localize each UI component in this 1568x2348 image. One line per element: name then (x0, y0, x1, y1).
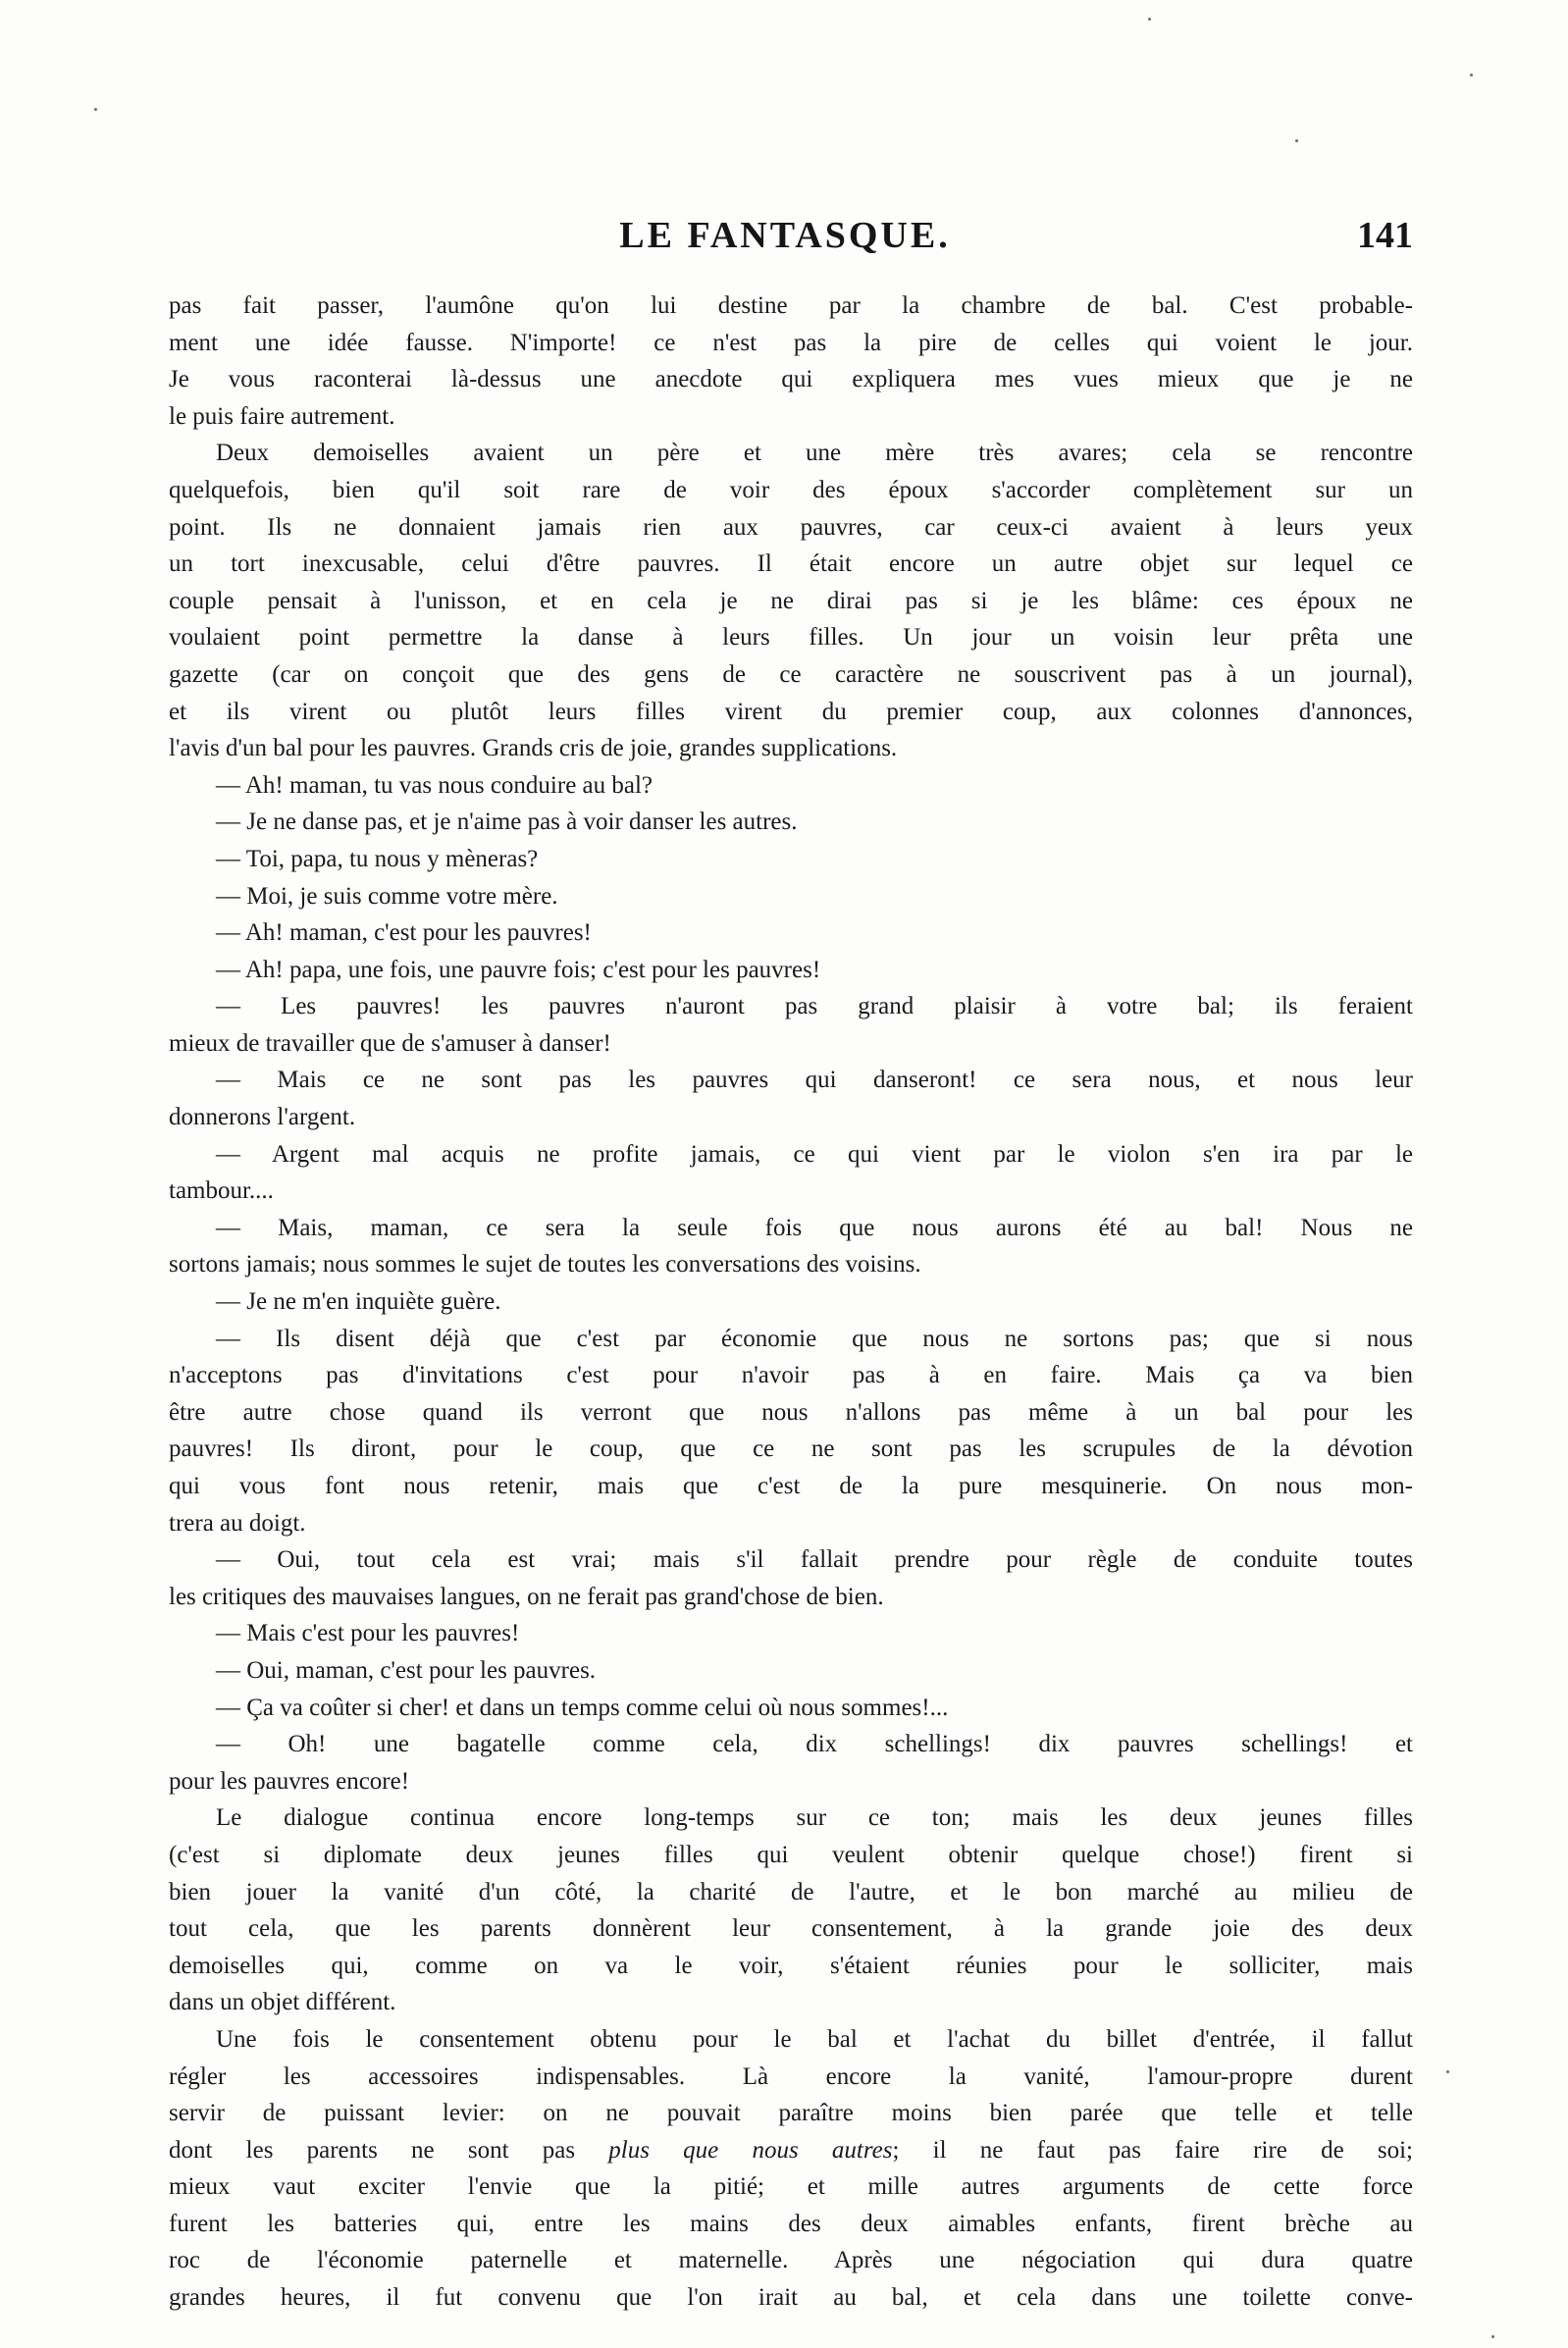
scan-speck (94, 108, 97, 111)
text-line (169, 325, 1413, 362)
text-line (169, 472, 1413, 509)
text-line-content: tout cela, que les parents donnèrent leur consentement, à la grande joie des deux (169, 1915, 1413, 1943)
text-line (169, 361, 1413, 398)
text-line-content: gazette (car on conçoit que des gens de ce caractère ne souscrivent pas à un journal), (169, 660, 1413, 688)
text-line-content: — Ah! maman, c'est pour les pauvres! (216, 919, 592, 947)
text-line (169, 398, 1413, 436)
text-line (169, 1984, 1413, 2021)
text-line-content: n'acceptons pas d'invitations c'est pour n'avoir pas à en faire. Mais ça va bien (169, 1362, 1413, 1389)
text-line (169, 1431, 1413, 1468)
text-line-content: et ils virent ou plutôt leurs filles virent du premier coup, aux colonnes d'annonces, (169, 698, 1413, 725)
text-line (169, 619, 1413, 656)
text-line-content: — Ah! maman, tu vas nous conduire au bal? (216, 771, 653, 799)
text-line (169, 1726, 1413, 1763)
text-line-content: — Ça va coûter si cher! et dans un temps comme celui où nous sommes!... (216, 1694, 949, 1721)
text-line (169, 2279, 1413, 2317)
text-line (169, 1800, 1413, 1837)
text-line-content: — Oh! une bagatelle comme cela, dix schellings! dix pauvres schellings! et (216, 1731, 1413, 1758)
text-line (169, 988, 1413, 1025)
scan-speck (1491, 2335, 1494, 2338)
text-line (169, 1468, 1413, 1505)
text-line (169, 694, 1413, 731)
text-line (169, 1615, 1413, 1652)
text-line (169, 1505, 1413, 1542)
text-line (169, 2132, 1413, 2169)
text-line-content: ment une idée fausse. N'importe! ce n'est pas la pire de celles qui voient le jour. (169, 329, 1413, 356)
text-line-content: Le dialogue continua encore long-temps sur ce ton; mais les deux jeunes filles (216, 1804, 1413, 1832)
text-line (169, 1062, 1413, 1099)
text-line-content: un tort inexcusable, celui d'être pauvres. Il était encore un autre objet sur lequel ce (169, 550, 1413, 578)
text-line (169, 1173, 1413, 1210)
text-line (169, 2168, 1413, 2206)
text-line (169, 287, 1413, 325)
text-line (169, 1541, 1413, 1579)
text-line (169, 2021, 1413, 2059)
text-line (169, 878, 1413, 915)
text-line (169, 2095, 1413, 2132)
scan-speck (1295, 139, 1298, 142)
text-line-content: — Toi, papa, tu nous y mèneras? (216, 845, 539, 872)
text-line-content: — Mais c'est pour les pauvres! (216, 1620, 520, 1647)
text-line-content: grandes heures, il fut convenu que l'on irait au bal, et cela dans une toilette conve- (169, 2284, 1413, 2312)
text-line-content: qui vous font nous retenir, mais que c'est de la pure mesquinerie. On nous mon- (169, 1473, 1413, 1499)
text-line-content: voulaient point permettre la danse à leurs filles. Un jour un voisin leur prêta une (169, 624, 1413, 652)
text-line (169, 1210, 1413, 1247)
text-line-content: furent les batteries qui, entre les mains des deux aimables enfants, firent brèche au (169, 2210, 1413, 2237)
text-line-content: — Mais, maman, ce sera la seule fois que nous aurons été au bal! Nous ne (216, 1214, 1413, 1241)
text-line (169, 435, 1413, 472)
text-line (169, 841, 1413, 878)
text-line (169, 509, 1413, 547)
text-line (169, 1910, 1413, 1948)
text-line-content: sortons jamais; nous sommes le sujet de toutes les conversations des voisins. (169, 1251, 921, 1278)
text-line-content: quelquefois, bien qu'il soit rare de voir des époux s'accorder complètement sur un (169, 476, 1413, 503)
text-line-content: — Mais ce ne sont pas les pauvres qui danseront! ce sera nous, et nous leur (216, 1067, 1413, 1094)
text-line-content: pauvres! Ils diront, pour le coup, que ce ne sont pas les scrupules de la dévotion (169, 1435, 1413, 1463)
text-line (169, 1136, 1413, 1174)
body-text (169, 287, 1413, 2317)
text-line (169, 804, 1413, 841)
scan-speck (1148, 18, 1151, 21)
italic-phrase: plus que nous autres (608, 2136, 893, 2164)
text-line-content: l'avis d'un bal pour les pauvres. Grands cris de joie, grandes supplications. (169, 735, 898, 762)
text-line (169, 1763, 1413, 1800)
text-line (169, 583, 1413, 620)
text-line-content: — Les pauvres! les pauvres n'auront pas grand plaisir à votre bal; ils feraient (216, 993, 1413, 1020)
text-line (169, 1948, 1413, 1985)
page-number: 141 (1357, 215, 1413, 256)
text-line-content: le puis faire autrement. (169, 402, 395, 430)
text-line-content: — Moi, je suis comme votre mère. (216, 882, 558, 910)
page-title: LE FANTASQUE. (619, 215, 951, 256)
text-line (169, 2242, 1413, 2279)
text-line (169, 656, 1413, 694)
text-line-content: — Oui, maman, c'est pour les pauvres. (216, 1656, 597, 1684)
text-line (169, 546, 1413, 583)
text-line (169, 1579, 1413, 1616)
text-line-content: (c'est si diplomate deux jeunes filles qui veulent obtenir quelque chose!) firent si (169, 1841, 1413, 1868)
text-line-content: couple pensait à l'unisson, et en cela je ne dirai pas si je les blâme: ces époux ne (169, 587, 1413, 614)
text-line-content: pour les pauvres encore! (169, 1767, 410, 1795)
text-line-content: Une fois le consentement obtenu pour le bal et l'achat du billet d'entrée, il fallut (216, 2025, 1413, 2053)
text-line (169, 1246, 1413, 1283)
text-line-content: demoiselles qui, comme on va le voir, s'étaient réunies pour le solliciter, mais (169, 1952, 1413, 1979)
text-line (169, 1357, 1413, 1394)
text-line-content: roc de l'économie paternelle et maternelle. Après une négociation qui dura quatre (169, 2247, 1413, 2274)
text-line-content: dont les parents ne sont pas (169, 2136, 576, 2164)
text-line-content: Deux demoiselles avaient un père et une mère très avares; cela se rencontre (216, 440, 1413, 467)
text-line-content: — Je ne m'en inquiète guère. (216, 1288, 501, 1316)
text-line (169, 730, 1413, 767)
text-line-content: trera au doigt. (169, 1509, 306, 1537)
text-line (169, 1690, 1413, 1727)
text-line (169, 1394, 1413, 1432)
text-line-content: — Ah! papa, une fois, une pauvre fois; c'est pour les pauvres! (216, 956, 821, 983)
running-head (157, 214, 1413, 273)
text-line-content: donnerons l'argent. (169, 1104, 356, 1131)
text-line (169, 1874, 1413, 1911)
text-line-content: — Oui, tout cela est vrai; mais s'il fallait prendre pour règle de conduite toutes (216, 1546, 1413, 1574)
text-line-content: — Ils disent déjà que c'est par économie que nous ne sortons pas; que si nous (216, 1325, 1413, 1352)
text-line (169, 1283, 1413, 1321)
text-line-content: les critiques des mauvaises langues, on ne ferait pas grand'chose de bien. (169, 1583, 884, 1610)
text-line-content: Je vous raconterai là-dessus une anecdote qui expliquera mes vues mieux que je ne (169, 366, 1413, 393)
text-line-content: bien jouer la vanité d'un côté, la charité de l'autre, et le bon marché au milieu de (169, 1878, 1413, 1905)
text-line (169, 1321, 1413, 1358)
text-line (169, 1652, 1413, 1690)
text-line (169, 767, 1413, 805)
text-line-content: servir de puissant levier: on ne pouvait paraître moins bien parée que telle et telle (169, 2100, 1413, 2127)
text-line-content: — Je ne danse pas, et je n'aime pas à voir danser les autres. (216, 809, 798, 836)
text-line (169, 1099, 1413, 1136)
text-line-content: dans un objet différent. (169, 1989, 396, 2016)
scan-speck (1446, 2070, 1449, 2073)
text-line-content: mieux vaut exciter l'envie que la pitié; et mille autres arguments de cette force (169, 2173, 1413, 2201)
text-line-content: régler les accessoires indispensables. Là encore la vanité, l'amour-propre durent (169, 2062, 1413, 2090)
text-line-continuation: ; il ne faut pas faire rire de soi; (892, 2136, 1413, 2164)
text-line-content: être autre chose quand ils verront que nous n'allons pas même à un bal pour les (169, 1398, 1413, 1426)
text-line (169, 2206, 1413, 2243)
text-line (169, 952, 1413, 989)
scan-speck (1470, 74, 1473, 77)
text-line (169, 1025, 1413, 1063)
text-line-content: pas fait passer, l'aumône qu'on lui destine par la chambre de bal. C'est probable- (169, 292, 1413, 319)
text-line-content: mieux de travailler que de s'amuser à danser! (169, 1029, 611, 1057)
text-line-content: — Argent mal acquis ne profite jamais, ce qui vient par le violon s'en ira par le (216, 1140, 1413, 1168)
text-line (169, 1837, 1413, 1874)
text-line-content: point. Ils ne donnaient jamais rien aux pauvres, car ceux-ci avaient à leurs yeux (169, 513, 1413, 541)
text-line (169, 2059, 1413, 2096)
text-line (169, 914, 1413, 952)
text-line-content: tambour.... (169, 1177, 274, 1205)
